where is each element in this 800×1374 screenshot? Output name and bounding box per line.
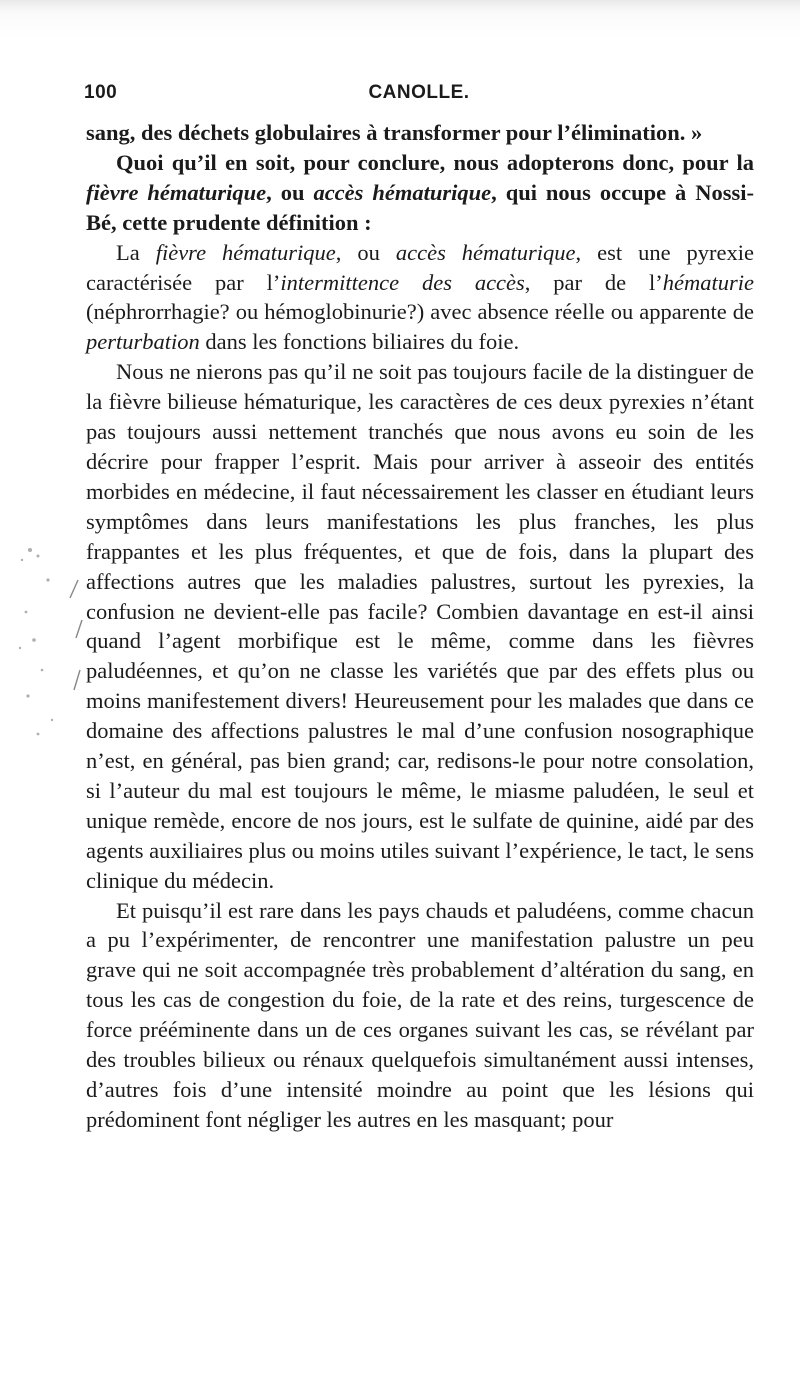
paragraph-text: sang, des déchets globulaires à transformer pour l’élimination. » xyxy=(86,120,703,145)
text-run: , par de l’ xyxy=(524,269,663,295)
paragraph-definition xyxy=(86,238,754,358)
italic-term: accès hématurique xyxy=(313,179,492,205)
italic-term: hématurie xyxy=(662,269,754,295)
text-run: , qui nous occupe à Nossi-Bé, cette prudente définition : xyxy=(86,179,754,235)
paragraph-continuation xyxy=(86,118,754,148)
margin-stain xyxy=(8,520,86,750)
italic-term: fièvre hématurique xyxy=(155,239,336,265)
italic-term: fièvre hématurique xyxy=(86,179,267,205)
italic-term: accès hématurique xyxy=(395,239,576,265)
text-run: La xyxy=(116,239,156,265)
paragraph-final: Et puisqu’il est rare dans les pays chauds et paludéens, comme chacun a pu l’expérimenter, de rencontrer une manifestation palustre un peu grave qui ne soit accompagnée très probablement d’altération du sang, en tous les cas de congestion du foie, de la rate et des reins, turgescence de force prééminente dans un de ces organes suivant les cas, se révélant par des troubles bilieux ou rénaux quelquefois simultanément aussi intenses, d’autres fois d’une intensité moindre au point que les lésions qui prédominent font négliger les autres en les masquant; pour xyxy=(86,897,754,1132)
page-number: 100 xyxy=(84,82,118,103)
text-run: dans les fonctions biliaires du foie. xyxy=(199,329,520,355)
text-run: , est une pyrexie caractérisée par l’ xyxy=(86,239,755,295)
running-title: CANOLLE. xyxy=(368,82,470,103)
body-text xyxy=(86,118,754,1135)
text-run: , ou xyxy=(335,239,396,265)
paragraph-conclusion xyxy=(86,148,754,238)
running-head xyxy=(84,78,754,108)
text-run: , ou xyxy=(266,179,314,205)
paragraph-discussion: Nous ne nierons pas qu’il ne soit pas toujours facile de la distinguer de la fièvre bilieuse hématurique, les caractères de ces deux pyrexies n’étant pas toujours aussi nettement tranchés que nous avons eu soin de les décrire pour frapper l’esprit. Mais pour arriver à asseoir des entités morbides en médecine, il faut nécessairement les classer en étudiant leurs symptômes dans leurs manifestations les plus franches, les plus frappantes et les plus fréquentes, et que de fois, dans la plupart des affections autres que les maladies palustres, surtout les pyrexies, la confusion ne devient-elle pas facile? Combien davantage en est-il ainsi quand l’agent morbifique est le même, comme dans les fièvres paludéennes, et qu’on ne classe les variétés que par des effets plus ou moins manifestement divers! Heureusement pour les malades que dans ce domaine des affections palustres le mal d’une confusion nosographique n’est, en général, pas bien grand; car, redisons-le pour notre consolation, si l’auteur du mal est toujours le même, le miasme paludéen, le seul et unique remède, encore de nos jours, est le sulfate de quinine, aidé par des agents auxiliaires plus ou moins utiles suivant l’expérience, le tact, le sens clinique du médecin. xyxy=(86,359,754,893)
italic-term: intermittence des accès xyxy=(280,269,525,295)
italic-term: perturbation xyxy=(86,329,200,355)
text-run: Quoi qu’il en soit, pour conclure, nous adopterons donc, pour la xyxy=(116,149,754,175)
text-run: (néphrorrhagie? ou hémoglobinurie?) avec absence réelle ou apparente de xyxy=(86,299,754,325)
